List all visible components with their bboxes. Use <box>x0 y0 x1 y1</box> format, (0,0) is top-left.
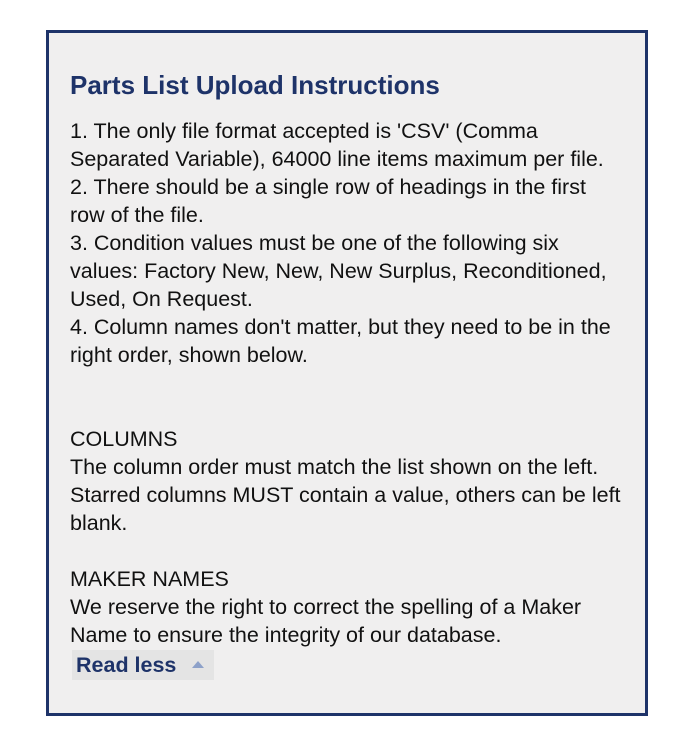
columns-description: The column order must match the list shown on the left. Starred columns MUST contain a value, others can be left blank. <box>70 455 621 535</box>
maker-names-heading: MAKER NAMES <box>70 567 229 591</box>
instructions-list <box>70 117 625 369</box>
chevron-up-icon <box>192 661 204 668</box>
instruction-item: 1. The only file format accepted is 'CSV' (Comma Separated Variable), 64000 line items maximum per file. <box>70 119 604 171</box>
instruction-item: 2. There should be a single row of headings in the first row of the file. <box>70 175 586 227</box>
instruction-item: 4. Column names don't matter, but they need to be in the right order, shown below. <box>70 315 611 367</box>
panel-title: Parts List Upload Instructions <box>70 70 440 100</box>
spacer <box>70 537 625 565</box>
read-less-label: Read less <box>76 653 177 677</box>
spacer <box>70 369 625 425</box>
read-less-button[interactable] <box>72 650 214 680</box>
instruction-item: 3. Condition values must be one of the following six values: Factory New, New, New Surplus, Reconditioned, Used, On Request. <box>70 231 607 311</box>
maker-names-description: We reserve the right to correct the spelling of a Maker Name to ensure the integrity of our database. <box>70 595 582 647</box>
upload-instructions-panel <box>46 30 648 716</box>
columns-heading: COLUMNS <box>70 427 178 451</box>
